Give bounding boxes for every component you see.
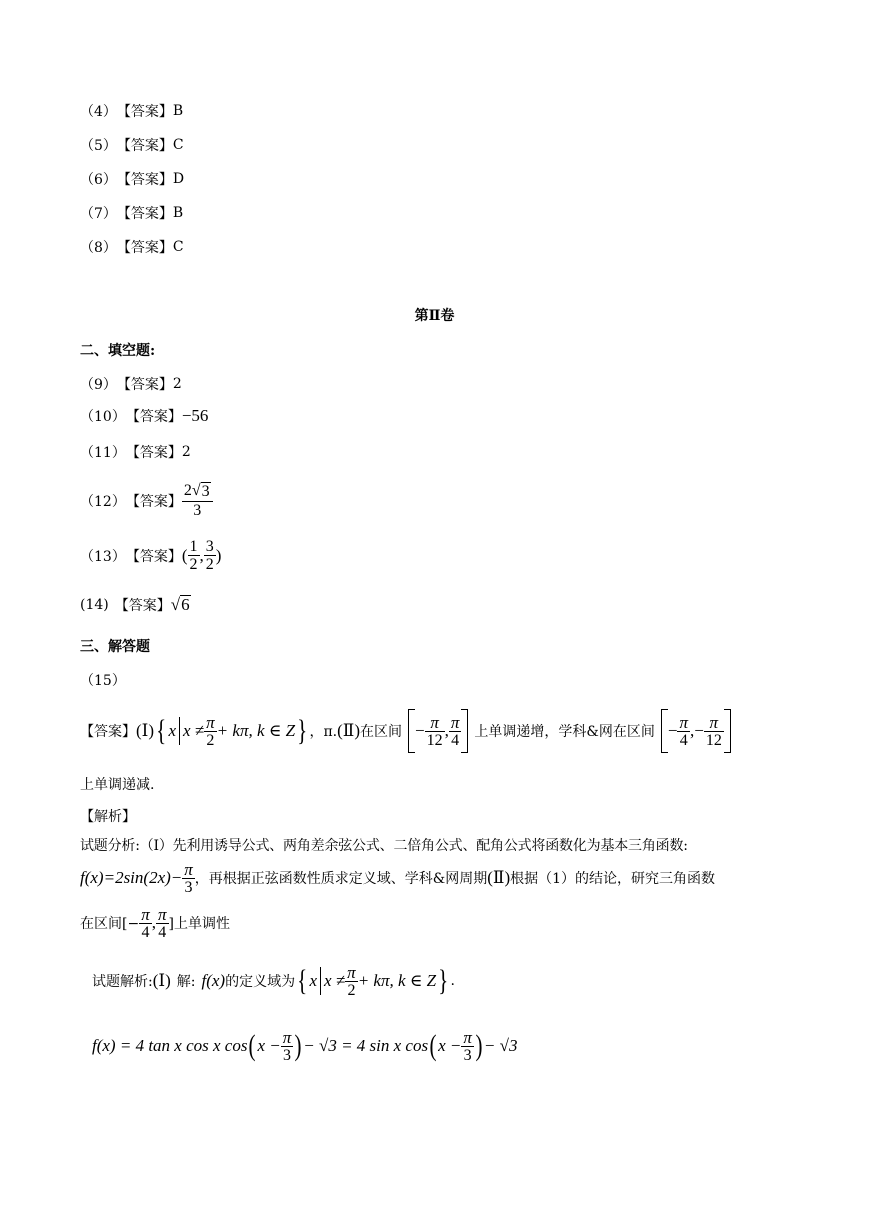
fraction bbox=[425, 714, 445, 749]
denominator: 2 bbox=[189, 556, 198, 573]
solution-label: 试题解析: bbox=[92, 974, 153, 990]
section-title-fill-in: 二、填空题: bbox=[80, 343, 156, 359]
question-number: （6） bbox=[80, 172, 117, 188]
after-set: ，π. bbox=[309, 724, 338, 740]
set-bar bbox=[320, 967, 321, 995]
set-cond-a: x ≠ bbox=[183, 721, 205, 740]
function-def: f(x)=2sin(2x)− bbox=[80, 868, 183, 887]
analysis-line-2 bbox=[80, 858, 715, 898]
left-bracket bbox=[661, 709, 668, 753]
comma: , bbox=[444, 721, 449, 740]
answer-value: B bbox=[172, 205, 184, 221]
section-title-solve: 三、解答题 bbox=[80, 639, 150, 655]
part-one-label: (Ⅰ) bbox=[152, 971, 171, 990]
fraction bbox=[139, 906, 152, 941]
equation-mid: − √3 = 4 sin x cos bbox=[303, 1036, 429, 1055]
numerator: π bbox=[206, 712, 215, 732]
period: . bbox=[450, 973, 455, 989]
denominator: 12 bbox=[705, 731, 722, 749]
set-cond-b: + kπ, k ∈ Z bbox=[216, 721, 296, 740]
answer-tag: 【答案】 bbox=[116, 206, 173, 222]
numerator: 3 bbox=[205, 538, 214, 555]
denominator: 4 bbox=[158, 923, 167, 941]
question-number: （13） bbox=[80, 548, 126, 565]
fraction bbox=[449, 714, 462, 749]
increase-text: 上单调递增，学科&网在区间 bbox=[474, 724, 655, 740]
fraction bbox=[281, 1029, 294, 1064]
denominator: 3 bbox=[193, 502, 202, 519]
question-number: （11） bbox=[80, 445, 126, 461]
solution-equation bbox=[92, 1023, 517, 1069]
question-number-15: （15） bbox=[80, 673, 126, 689]
question-number: （7） bbox=[80, 206, 117, 222]
fraction bbox=[188, 538, 200, 573]
denominator: 3 bbox=[463, 1046, 472, 1064]
fraction bbox=[677, 714, 690, 749]
denominator: 3 bbox=[184, 878, 193, 896]
denominator: 12 bbox=[426, 731, 443, 749]
answer-tag: 【答案】 bbox=[80, 724, 136, 740]
answer-line-10 bbox=[80, 406, 208, 426]
domain-text: 的定义域为 bbox=[225, 974, 296, 990]
radicand: 3 bbox=[201, 483, 210, 500]
coef: 2 bbox=[183, 482, 192, 499]
radicand: 6 bbox=[181, 595, 190, 614]
right-bracket bbox=[461, 709, 468, 753]
sqrt: √ 6 bbox=[170, 595, 190, 614]
solve-word: 解: bbox=[176, 974, 196, 990]
analysis-text: ，再根据正弦函数性质求定义域、学科&网周期 bbox=[194, 871, 488, 887]
set-cond-b: + kπ, k ∈ Z bbox=[357, 971, 437, 990]
left-paren: ( bbox=[429, 1029, 437, 1062]
interval-open: 在区间[− bbox=[80, 916, 140, 932]
answer-line-15 bbox=[80, 707, 731, 755]
part-two-label: (Ⅱ) bbox=[487, 868, 511, 887]
numerator: π bbox=[679, 712, 688, 732]
fraction bbox=[461, 1029, 474, 1064]
comma: , bbox=[199, 545, 204, 565]
minus-sign: − bbox=[415, 721, 425, 740]
fraction bbox=[204, 538, 216, 573]
numerator: π bbox=[704, 714, 724, 732]
open-paren: ( bbox=[181, 545, 188, 565]
fraction bbox=[204, 714, 217, 749]
set-bar bbox=[179, 717, 180, 745]
answer-line-7 bbox=[80, 203, 183, 223]
part-two-label: (Ⅱ) bbox=[337, 721, 360, 740]
answer-tag: 【答案】 bbox=[125, 409, 182, 425]
answer-line-12 bbox=[80, 482, 213, 519]
equation-tail: − √3 bbox=[483, 1036, 518, 1055]
analysis-line-1: 试题分析:（Ⅰ）先利用诱导公式、两角差余弦公式、二倍角公式、配角公式将函数化为基本三角函数: bbox=[80, 838, 688, 854]
numerator: π bbox=[157, 904, 167, 924]
denominator: 4 bbox=[141, 923, 150, 941]
answer-continuation: 上单调递减. bbox=[80, 777, 155, 793]
answer-tag: 【答案】 bbox=[116, 240, 173, 256]
answer-tag: 【答案】 bbox=[116, 138, 173, 154]
numerator: π bbox=[347, 962, 356, 982]
question-number: （12） bbox=[80, 493, 126, 510]
answer-value: 2 bbox=[172, 376, 182, 392]
answer-value: C bbox=[172, 137, 184, 153]
set-var: x bbox=[168, 721, 176, 740]
fraction bbox=[182, 861, 195, 896]
equation-lhs: f(x) = 4 tan x cos x cos bbox=[92, 1036, 248, 1055]
answer-line-14 bbox=[80, 595, 191, 615]
left-paren: ( bbox=[248, 1029, 256, 1062]
answer-tag: 【答案】 bbox=[125, 445, 182, 461]
answer-line-4 bbox=[80, 101, 183, 121]
x-minus: x − bbox=[257, 1036, 281, 1055]
fraction bbox=[182, 482, 213, 519]
answer-tag: 【答案】 bbox=[114, 598, 171, 614]
answer-tag: 【答案】 bbox=[125, 548, 182, 565]
question-number: （4） bbox=[80, 104, 117, 120]
denominator: 2 bbox=[206, 731, 215, 749]
close-paren: ) bbox=[215, 545, 222, 565]
fraction bbox=[704, 714, 724, 749]
right-brace: } bbox=[297, 714, 308, 747]
numerator: π bbox=[425, 714, 445, 732]
interval-close: ]上单调性 bbox=[168, 916, 230, 932]
right-paren: ) bbox=[475, 1029, 483, 1062]
answer-line-5 bbox=[80, 135, 184, 155]
numerator: π bbox=[450, 712, 460, 732]
left-bracket bbox=[408, 709, 415, 753]
comma: , bbox=[151, 913, 156, 932]
question-number: （10） bbox=[80, 409, 126, 425]
right-paren: ) bbox=[294, 1029, 302, 1062]
answer-line-11 bbox=[80, 442, 191, 462]
question-number: （5） bbox=[80, 138, 117, 154]
interval-text: 在区间 bbox=[360, 724, 402, 740]
denominator: 4 bbox=[451, 731, 460, 749]
set-var: x bbox=[309, 971, 318, 990]
right-brace: } bbox=[438, 964, 449, 997]
answer-value: B bbox=[172, 103, 184, 119]
x-minus: x − bbox=[438, 1036, 462, 1055]
part-one-label: (Ⅰ) bbox=[136, 721, 155, 740]
minus-sign: − bbox=[694, 721, 704, 740]
numerator: π bbox=[463, 1027, 472, 1047]
function-name: f(x) bbox=[201, 971, 226, 990]
answer-line-6 bbox=[80, 169, 184, 189]
denominator: 3 bbox=[283, 1046, 291, 1064]
answer-tag: 【答案】 bbox=[116, 104, 173, 120]
question-number: (14) bbox=[80, 597, 109, 613]
solution-line-1 bbox=[92, 958, 455, 1004]
denominator: 2 bbox=[205, 556, 214, 573]
set-cond-a: x ≠ bbox=[324, 971, 346, 990]
volume-title: 第Ⅱ卷 bbox=[414, 308, 455, 324]
fraction bbox=[345, 964, 358, 999]
analysis-text-tail: 根据（1）的结论，研究三角函数 bbox=[510, 871, 716, 887]
analysis-line-3 bbox=[80, 903, 230, 943]
left-brace: { bbox=[156, 714, 167, 747]
answer-tag: 【答案】 bbox=[116, 377, 173, 393]
answer-line-13 bbox=[80, 538, 221, 573]
answer-value: C bbox=[172, 239, 184, 255]
numerator: π bbox=[282, 1027, 292, 1047]
analysis-tag: 【解析】 bbox=[80, 809, 136, 825]
comma: , bbox=[689, 721, 695, 740]
answer-tag: 【答案】 bbox=[116, 172, 173, 188]
numerator: 1 bbox=[189, 538, 198, 555]
answer-value: D bbox=[172, 171, 185, 187]
minus-sign: − bbox=[667, 721, 678, 740]
right-bracket bbox=[724, 709, 731, 753]
question-number: （9） bbox=[80, 377, 117, 393]
fraction bbox=[156, 906, 169, 941]
answer-value: 2 bbox=[181, 444, 191, 460]
denominator: 4 bbox=[679, 731, 688, 749]
answer-line-9 bbox=[80, 374, 182, 394]
denominator: 2 bbox=[347, 981, 356, 999]
numerator: π bbox=[184, 859, 193, 879]
answer-line-8 bbox=[80, 237, 184, 257]
answer-value: −56 bbox=[181, 406, 209, 425]
sqrt: √ 3 bbox=[191, 482, 210, 500]
answer-tag: 【答案】 bbox=[125, 493, 182, 510]
left-brace: { bbox=[297, 964, 308, 997]
numerator: π bbox=[141, 904, 150, 924]
question-number: （8） bbox=[80, 240, 117, 256]
